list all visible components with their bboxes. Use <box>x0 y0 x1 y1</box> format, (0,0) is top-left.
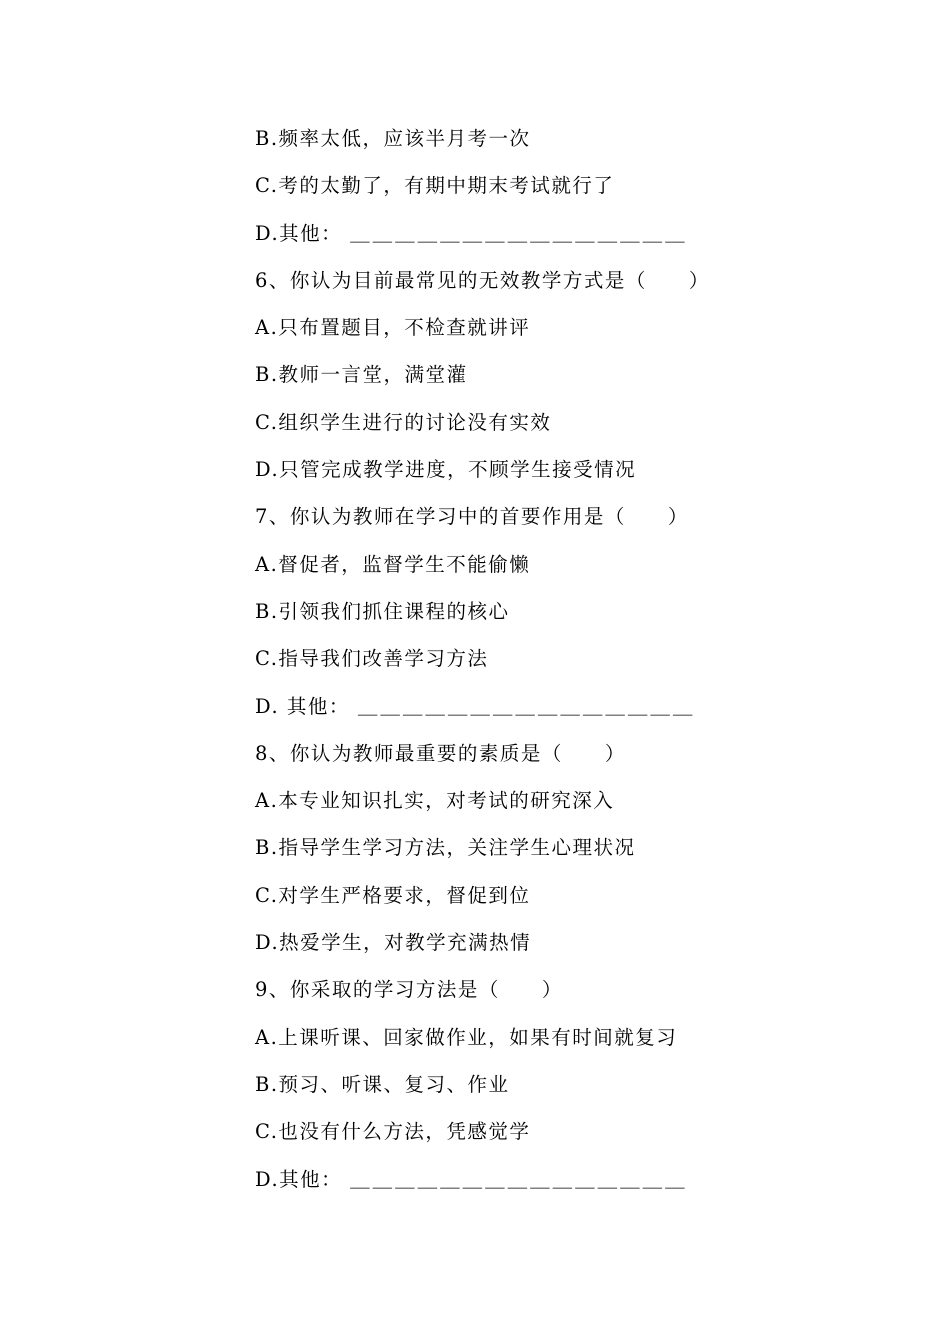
q6-option-c: C.组织学生进行的讨论没有实效 <box>255 410 552 434</box>
questionnaire-page <box>255 115 855 1203</box>
question-7: 7、你认为教师在学习中的首要作用是（ ） <box>255 505 689 529</box>
q6-option-d: D.只管完成教学进度，不顾学生接受情况 <box>255 458 637 482</box>
q8-option-c: C.对学生严格要求，督促到位 <box>255 883 531 907</box>
q9-option-c: C.也没有什么方法，凭感觉学 <box>255 1120 531 1144</box>
q5-option-d: D.其他： ＿＿＿＿＿＿＿＿＿＿＿＿＿＿＿ <box>255 221 688 245</box>
q9-option-a: A.上课听课、回家做作业，如果有时间就复习 <box>255 1025 678 1049</box>
q7-option-d: D. 其他： ＿＿＿＿＿＿＿＿＿＿＿＿＿＿＿ <box>255 694 696 718</box>
question-9: 9、你采取的学习方法是（ ） <box>255 978 563 1002</box>
q9-option-b: B.预习、听课、复习、作业 <box>255 1072 510 1096</box>
q5-option-c: C.考的太勤了，有期中期末考试就行了 <box>255 174 615 198</box>
q6-option-a: A.只布置题目，不检查就讲评 <box>255 316 531 340</box>
q8-option-b: B.指导学生学习方法，关注学生心理状况 <box>255 836 636 860</box>
q6-option-b: B.教师一言堂，满堂灌 <box>255 363 468 387</box>
q7-option-a: A.督促者，监督学生不能偷懒 <box>255 552 531 576</box>
question-8: 8、你认为教师最重要的素质是（ ） <box>255 741 626 765</box>
question-6: 6、你认为目前最常见的无效教学方式是（ ） <box>255 268 710 292</box>
fill-in-blank: ＿＿＿＿＿＿＿＿＿＿＿＿＿＿＿ <box>350 1167 688 1191</box>
q7-option-b: B.引领我们抓住课程的核心 <box>255 599 510 623</box>
fill-in-blank: ＿＿＿＿＿＿＿＿＿＿＿＿＿＿＿ <box>350 221 688 245</box>
q8-option-d: D.热爱学生，对教学充满热情 <box>255 931 532 955</box>
fill-in-blank: ＿＿＿＿＿＿＿＿＿＿＿＿＿＿＿ <box>357 694 696 718</box>
q8-option-a: A.本专业知识扎实，对考试的研究深入 <box>255 789 615 813</box>
q7-option-c: C.指导我们改善学习方法 <box>255 647 489 671</box>
q9-option-d: D.其他： ＿＿＿＿＿＿＿＿＿＿＿＿＿＿＿ <box>255 1167 688 1191</box>
q5-option-b: B.频率太低，应该半月考一次 <box>255 127 531 150</box>
